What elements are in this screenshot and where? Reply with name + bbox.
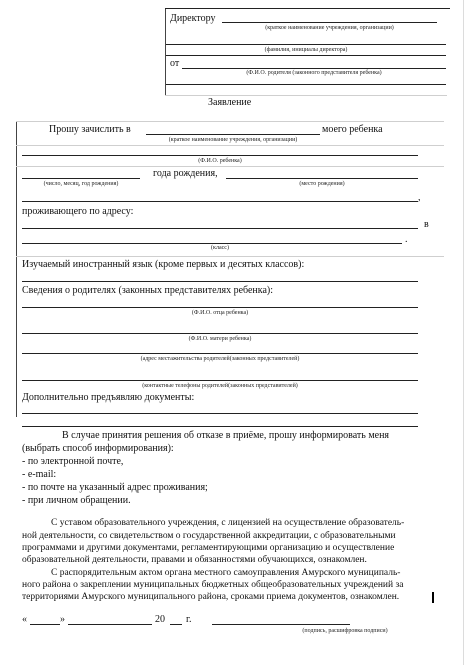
date-year-prefix: 20 [155, 614, 165, 625]
parents-address-caption: (адрес местажительства родителей(законных представителей) [140, 356, 300, 362]
text-cursor [432, 592, 434, 603]
option-post[interactable]: - по почте на указанный адрес проживания; [22, 482, 208, 493]
child-fio-line[interactable] [22, 155, 418, 156]
class-in-label: в [424, 219, 429, 230]
parent-caption: (Ф.И.О. родителя (законного представителя ребенка) [246, 70, 382, 76]
director-org-line[interactable] [222, 22, 437, 23]
addressee-bottom-rule [165, 95, 447, 96]
parents-label: Сведения о родителях (законных представителях ребенка): [22, 285, 274, 296]
date-day-line[interactable] [30, 624, 60, 625]
father-fio-line[interactable] [22, 307, 418, 308]
documents-line-1[interactable] [22, 413, 418, 414]
ack-p2-line-2: ного района о закреплении муниципальных бюджетных общеобразовательных учреждений за [22, 580, 404, 590]
birth-date-line[interactable] [22, 178, 140, 179]
director-caption: (фамилия, инициалы директора) [264, 47, 348, 53]
ack-p1-line-4: образовательной деятельности, правами и обязанностями обучающихся, ознакомлен. [22, 555, 367, 565]
from-label: от [170, 58, 180, 69]
to-director-label: Директору [170, 13, 216, 24]
language-label: Изучаемый иностранный язык (кроме первых и десятых классов): [22, 259, 305, 270]
birth-year-label: года рождения, [153, 168, 218, 179]
parents-phone-caption: (контактные телефоны родителей(законных представителей) [142, 383, 298, 389]
row-rule-3 [16, 256, 444, 257]
parent-extra-line[interactable] [166, 84, 446, 85]
date-year-suffix: г. [186, 614, 192, 625]
ack-p1-line-3: программами и другими документами, регламентирующими организацию и осуществление [22, 543, 395, 553]
birth-place-caption: (место рождения) [299, 181, 345, 187]
enroll-org-caption: (краткое наименование учреждения, организации) [168, 137, 298, 143]
row-rule-1 [16, 145, 444, 146]
option-email[interactable]: - по электронной почте, [22, 456, 124, 467]
child-fio-caption: (Ф.И.О. ребенка) [198, 158, 242, 164]
option-in-person[interactable]: - при личном обращении. [22, 495, 131, 506]
date-quote-close: » [60, 614, 65, 625]
date-quote-open: « [22, 614, 27, 625]
birth-comma: , [418, 192, 421, 203]
enroll-suffix: моего ребенка [322, 124, 383, 135]
parents-phone-line[interactable] [22, 380, 418, 381]
address-label: проживающего по адресу: [22, 206, 134, 217]
org-caption: (краткое наименование учреждения, организации) [265, 25, 394, 31]
parent-name-line[interactable] [182, 68, 446, 69]
addressee-top-rule [165, 8, 450, 9]
refusal-line-1: В случае принятия решения об отказе в приёме, прошу информировать меня [62, 430, 390, 441]
class-caption: (класс) [211, 245, 229, 251]
parents-address-line[interactable] [22, 353, 418, 354]
row-rule-2 [16, 166, 444, 167]
refusal-line-2: (выбрать способ информирования): [22, 443, 174, 454]
language-line[interactable] [22, 281, 418, 282]
ack-p1-line-2: ной деятельности, со свидетельством о государственной аккредитации, с образовательными [22, 531, 396, 541]
address-line-2[interactable] [22, 243, 402, 244]
enroll-prefix: Прошу зачислить в [49, 124, 131, 135]
mother-fio-line[interactable] [22, 333, 418, 334]
date-year-line[interactable] [170, 624, 182, 625]
date-month-line[interactable] [68, 624, 152, 625]
ack-p2-line-3: территориями Амурского муниципального района, сроками приема документов, ознакомлен. [22, 592, 400, 602]
ack-p1-line-1: С уставом образовательного учреждения, с лицензией на осуществление образователь- [51, 518, 405, 528]
enroll-org-line[interactable] [146, 134, 320, 135]
father-caption: (Ф.И.О. отца ребенка) [191, 310, 249, 316]
address-line-1[interactable] [22, 228, 418, 229]
documents-line-2[interactable] [22, 426, 418, 427]
director-name-line[interactable] [166, 44, 446, 45]
ack-p2-line-1: С распорядительным актом органа местного самоуправления Амурского муниципаль- [51, 568, 401, 578]
birth-place-line[interactable] [226, 178, 418, 179]
form-top-rule [16, 121, 444, 122]
page-title: Заявление [208, 97, 252, 108]
signature-line[interactable] [212, 624, 350, 625]
mother-caption: (Ф.И.О. матери ребенка) [188, 336, 252, 342]
addressee-separator [166, 55, 446, 56]
birth-extra-line[interactable] [22, 201, 418, 202]
option-email-address[interactable]: - e-mail: [22, 469, 57, 480]
birth-date-caption: (число, месяц, год рождения) [43, 181, 119, 187]
signature-caption: (подпись, расшифровка подписи) [302, 628, 388, 634]
address-period: . [405, 234, 408, 245]
documents-label: Дополнительно предъявляю документы: [22, 392, 195, 403]
